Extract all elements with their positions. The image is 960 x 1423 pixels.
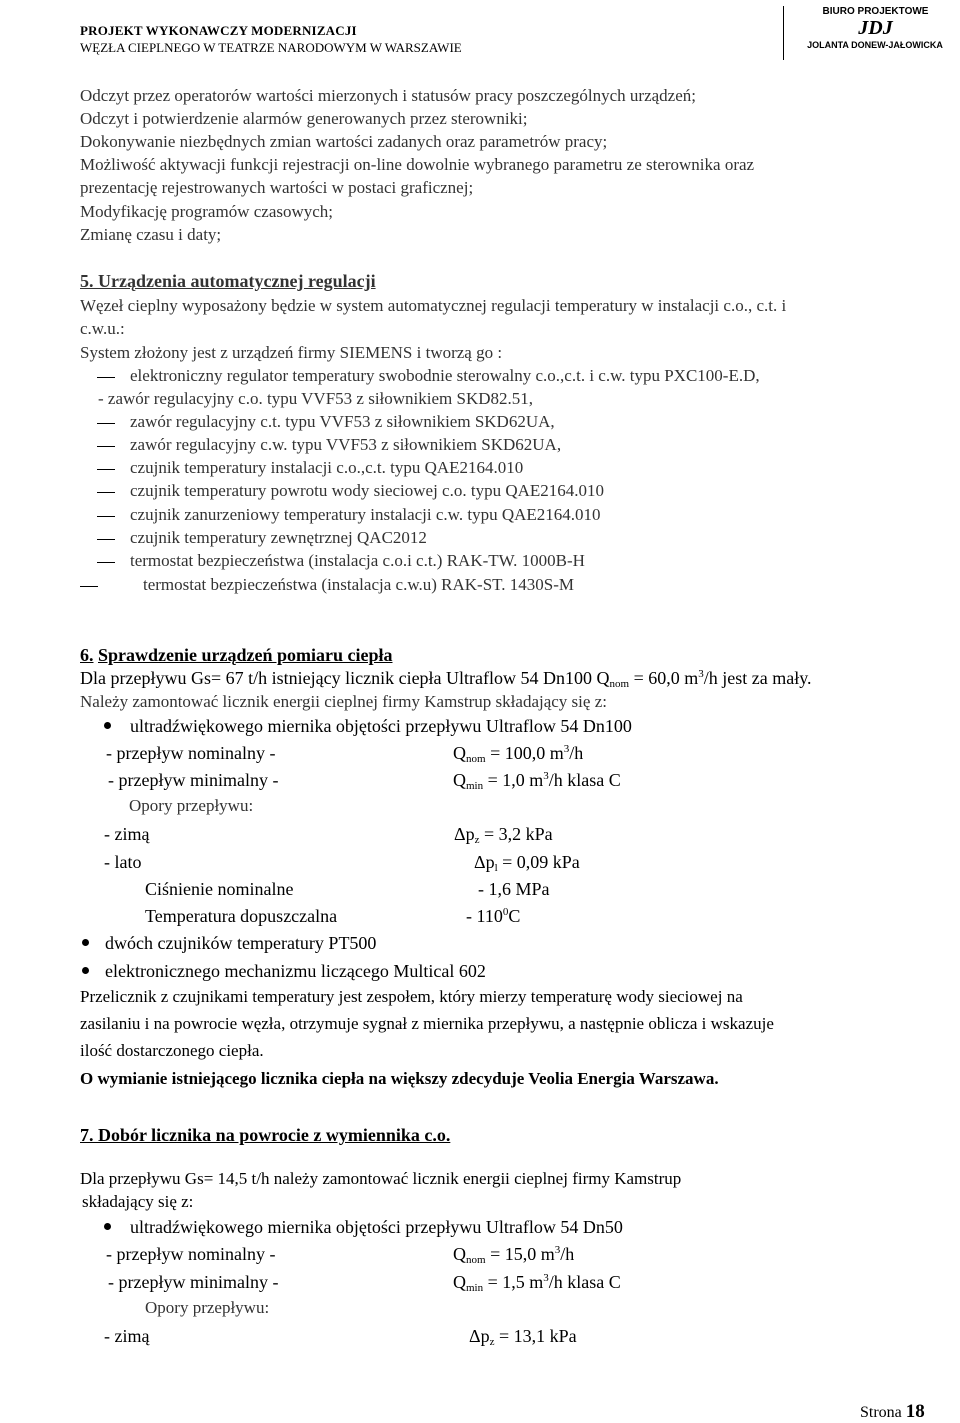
- s7-nom-label: - przepływ nominalny -: [106, 1244, 276, 1264]
- page-number-value: 18: [905, 1401, 925, 1422]
- s6-zima-sub: z: [474, 834, 480, 846]
- s6-para: zasilaniu i na powrocie węzła, otrzymuje sygnał z miernika przepływu, a następnie oblicza i wskazuje: [80, 1014, 774, 1033]
- bullet-dot: [82, 967, 89, 974]
- page-label: Strona: [860, 1404, 902, 1421]
- device-item: czujnik temperatury instalacji c.o.,c.t. typu QAE2164.010: [130, 458, 524, 477]
- dash-marker: [97, 539, 115, 540]
- s7-zima-sub: z: [489, 1336, 495, 1348]
- s7-nom-value: [453, 1243, 574, 1265]
- section-5-para: Węzeł cieplny wyposażony będzie w system automatycznej regulacji temperatury w instalacji c.o., c.t. i: [80, 296, 787, 315]
- intro-line: Odczyt i potwierdzenie alarmów generowanych przez sterowniki;: [80, 109, 528, 128]
- s6-min-val: = 1,0 m: [483, 770, 544, 790]
- s6-nom-value: [453, 742, 583, 764]
- dash-marker: [97, 562, 115, 563]
- intro-line: prezentację rejestrowanych wartości w postaci graficznej;: [80, 178, 474, 197]
- s7-nom-sup: 3: [554, 1244, 561, 1256]
- device-item: czujnik temperatury zewnętrznej QAC2012: [130, 528, 427, 547]
- s6-opory: Opory przepływu:: [129, 796, 254, 815]
- s6-min-q: Q: [453, 770, 466, 790]
- s6-bullet1: ultradźwiękowego miernika objętości przepływu Ultraflow 54 Dn100: [130, 716, 632, 736]
- s6-min-unit: /h klasa C: [548, 770, 621, 790]
- s6-lato-label: - lato: [104, 852, 142, 872]
- s7-bullet1: ultradźwiękowego miernika objętości przepływu Ultraflow 54 Dn50: [130, 1217, 623, 1237]
- bullet-dot: [104, 1223, 111, 1230]
- s6-zima-value: [454, 823, 553, 845]
- device-item: czujnik zanurzeniowy temperatury instalacji c.w. typu QAE2164.010: [130, 505, 601, 524]
- s6-nom-sup: 3: [563, 743, 570, 755]
- section-7-heading: 7. Dobór licznika na powrocie z wymiennika c.o.: [80, 1125, 451, 1145]
- s6-temp-val: - 110: [466, 906, 503, 926]
- s6-temp-unit: C: [508, 906, 521, 926]
- s7-min-sup: 3: [543, 1272, 549, 1284]
- s6-bullet2: dwóch czujników temperatury PT500: [105, 933, 377, 953]
- s7-zima-label: - zimą: [104, 1326, 150, 1346]
- s7-min-val: = 1,5 m: [483, 1272, 544, 1292]
- intro-line: Możliwość aktywacji funkcji rejestracji on-line dowolnie wybranego parametru ze sterownika oraz: [80, 155, 755, 174]
- s6-temp-value: [466, 905, 520, 927]
- s7-min-label: - przepływ minimalny -: [108, 1272, 279, 1292]
- s7-min-value: [453, 1271, 621, 1293]
- s7-min-q: Q: [453, 1272, 466, 1292]
- s6-lato-value: [474, 851, 580, 873]
- biuro-label: BIURO PROJEKTOWE: [822, 6, 929, 17]
- page-number: [860, 1401, 925, 1423]
- s6-line1-c: /h jest za mały.: [703, 668, 812, 688]
- s6-zima-p: Δp: [454, 824, 475, 844]
- device-item: termostat bezpieczeństwa (instalacja c.w.u) RAK-ST. 1430S-M: [143, 575, 575, 594]
- section-5-para: c.w.u.:: [80, 319, 125, 338]
- section-6-number: 6.: [80, 645, 94, 665]
- s6-bold-note: O wymianie istniejącego licznika ciepła na większy zdecyduje Veolia Energia Warszawa.: [80, 1069, 719, 1088]
- s6-cisn-value: - 1,6 MPa: [478, 879, 550, 899]
- author-name: JOLANTA DONEW-JAŁOWICKA: [807, 40, 943, 50]
- s7-zima-value: [469, 1325, 577, 1347]
- intro-line: Zmianę czasu i daty;: [80, 225, 222, 244]
- s6-nom-unit: /h: [569, 743, 584, 763]
- dash-marker: [97, 469, 115, 470]
- section-6-heading: [80, 644, 393, 666]
- section-6-title: Sprawdzenie urządzeń pomiaru ciepła: [98, 645, 393, 665]
- s7-zima-val: = 13,1 kPa: [494, 1326, 577, 1346]
- s7-nom-unit: /h: [560, 1244, 575, 1264]
- jdj-logo: JDJ: [858, 17, 893, 39]
- s6-bullet3: elektronicznego mechanizmu liczącego Multical 602: [105, 961, 486, 981]
- intro-line: Odczyt przez operatorów wartości mierzonych i statusów pracy poszczególnych urządzeń;: [80, 86, 696, 105]
- s7-nom-sub: nom: [466, 1254, 486, 1266]
- s6-min-sup: 3: [543, 770, 549, 782]
- s7-min-sub: min: [466, 1282, 484, 1294]
- dash-marker: [97, 446, 115, 447]
- s7-line2: składający się z:: [82, 1192, 194, 1211]
- dash-marker: [97, 377, 115, 378]
- intro-line: Modyfikację programów czasowych;: [80, 202, 334, 221]
- s6-cisn-label: Ciśnienie nominalne: [145, 879, 294, 899]
- s7-zima-p: Δp: [469, 1326, 490, 1346]
- device-item: termostat bezpieczeństwa (instalacja c.o.i c.t.) RAK-TW. 1000B-H: [130, 551, 585, 570]
- s6-zima-val: = 3,2 kPa: [479, 824, 553, 844]
- dash-marker: [97, 516, 115, 517]
- s6-lato-sub: l: [494, 862, 498, 874]
- s7-line1: Dla przepływu Gs= 14,5 t/h należy zamontować licznik energii cieplnej firmy Kamstrup: [80, 1169, 682, 1188]
- s6-lato-val: = 0,09 kPa: [497, 852, 580, 872]
- device-item: zawór regulacyjny c.t. typu VVF53 z siłownikiem SKD62UA,: [130, 412, 555, 431]
- s6-para: ilość dostarczonego ciepła.: [80, 1041, 264, 1060]
- device-item: czujnik temperatury powrotu wody sieciowej c.o. typu QAE2164.010: [130, 481, 605, 500]
- s7-min-unit: /h klasa C: [548, 1272, 621, 1292]
- dash-marker: [97, 492, 115, 493]
- s6-line1-sub: nom: [609, 678, 630, 690]
- s6-temp-label: Temperatura dopuszczalna: [145, 906, 338, 926]
- s6-lato-p: Δp: [474, 852, 495, 872]
- intro-line: Dokonywanie niezbędnych zmian wartości zadanych oraz parametrów pracy;: [80, 132, 608, 151]
- s6-line1: [80, 667, 812, 689]
- dash-marker: [97, 423, 115, 424]
- device-item: elektroniczny regulator temperatury swobodnie sterowalny c.o.,c.t. i c.w. typu PXC100-E.D,: [130, 366, 760, 385]
- s6-min-sub: min: [466, 780, 484, 792]
- s6-temp-sup: 0: [502, 906, 509, 918]
- s6-nom-q: Q: [453, 743, 466, 763]
- dash-marker: [80, 586, 98, 587]
- bullet-dot: [104, 722, 111, 729]
- s7-nom-val: = 15,0 m: [485, 1244, 555, 1264]
- s6-min-value: [453, 769, 621, 791]
- device-item: zawór regulacyjny c.w. typu VVF53 z siłownikiem SKD62UA,: [130, 435, 562, 454]
- s6-nom-val: = 100,0 m: [485, 743, 564, 763]
- s6-nom-label: - przepływ nominalny -: [106, 743, 276, 763]
- s6-line1-sup: 3: [698, 668, 704, 680]
- header-divider: [783, 6, 784, 60]
- project-title-line1: PROJEKT WYKONAWCZY MODERNIZACJI: [80, 23, 357, 38]
- s6-line2: Należy zamontować licznik energii cieplnej firmy Kamstrup składający się z:: [80, 692, 607, 711]
- s7-nom-q: Q: [453, 1244, 466, 1264]
- s6-min-label: - przepływ minimalny -: [108, 770, 279, 790]
- section-5-heading: 5. Urządzenia automatycznej regulacji: [80, 271, 376, 291]
- s6-nom-sub: nom: [466, 753, 486, 765]
- bullet-dot: [82, 939, 89, 946]
- device-item: - zawór regulacyjny c.o. typu VVF53 z siłownikiem SKD82.51,: [98, 389, 534, 408]
- s6-para: Przelicznik z czujnikami temperatury jest zespołem, który mierzy temperaturę wody sieciowej na: [80, 987, 743, 1006]
- s7-opory: Opory przepływu:: [145, 1298, 270, 1317]
- s6-zima-label: - zimą: [104, 824, 150, 844]
- s6-line1-b: = 60,0 m: [629, 668, 699, 688]
- project-title-line2: WĘZŁA CIEPLNEGO W TEATRZE NARODOWYM W WARSZAWIE: [80, 40, 462, 55]
- s6-line1-a: Dla przepływu Gs= 67 t/h istniejący licznik ciepła Ultraflow 54 Dn100 Q: [80, 668, 610, 688]
- system-line: System złożony jest z urządzeń firmy SIEMENS i tworzą go :: [80, 343, 503, 362]
